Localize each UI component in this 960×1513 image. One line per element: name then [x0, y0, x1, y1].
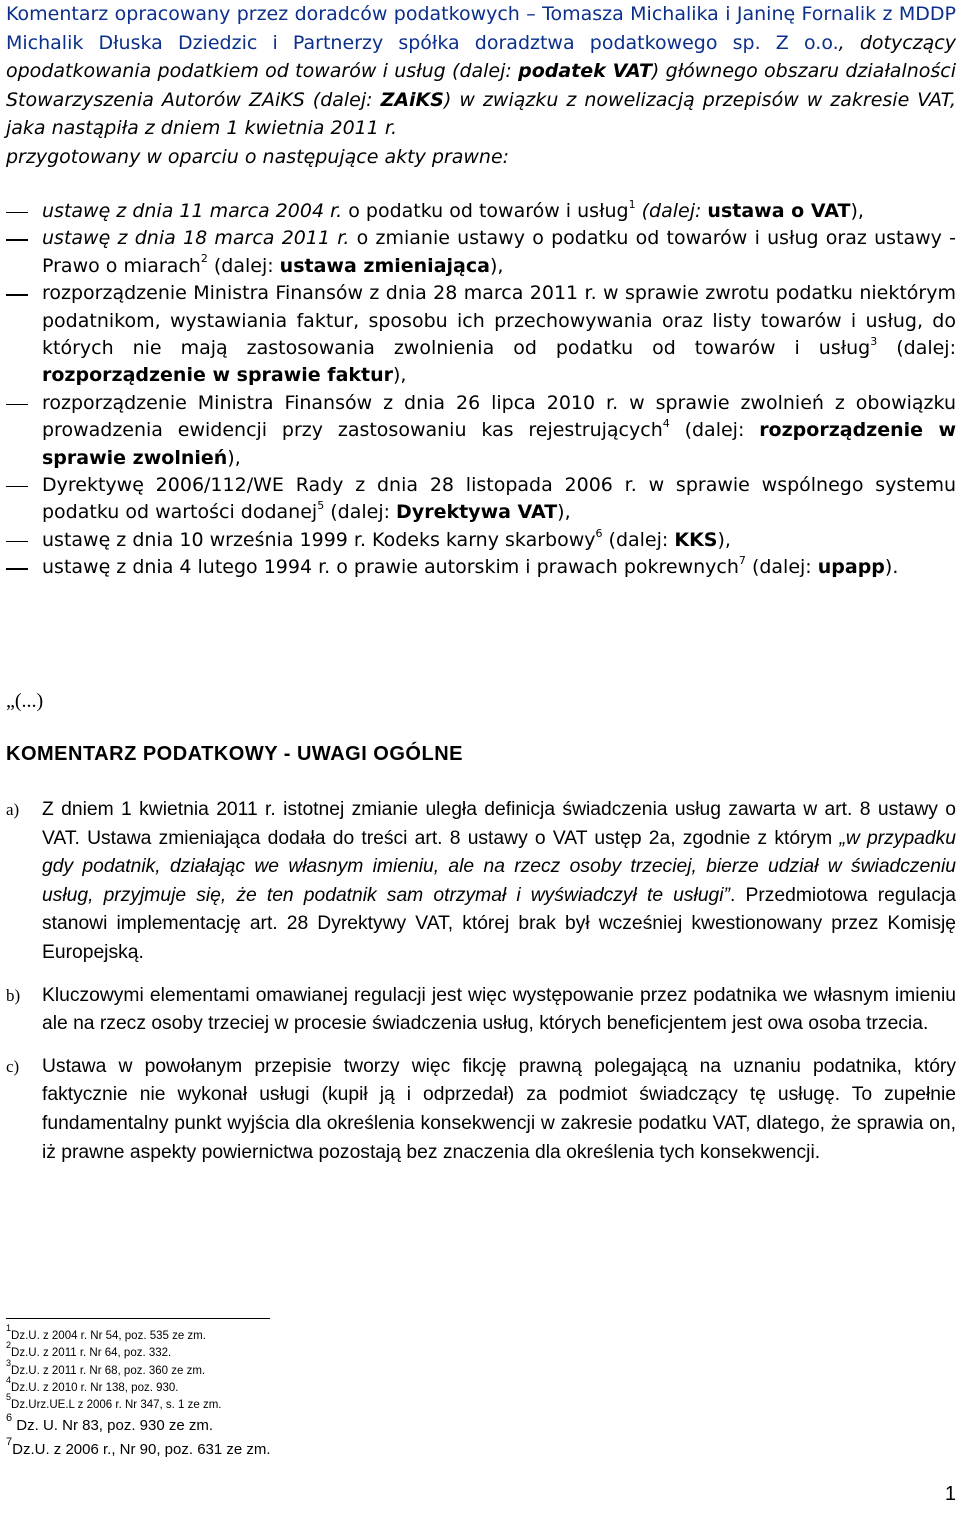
footnote-text: Dz.Urz.UE.L z 2006 r. Nr 347, s. 1 ze zm. [11, 1399, 222, 1412]
footnote-text: Dz. U. Nr 83, poz. 930 ze zm. [12, 1417, 214, 1435]
intro-text-2: ) głównego obszaru działalności Stowarzyszenia Autorów ZAiKS (dalej: [6, 60, 956, 111]
act-short-name: rozporządzenie w sprawie faktur [42, 364, 394, 387]
legal-act-item [6, 225, 956, 280]
footnote-ref: 5 [317, 499, 325, 513]
act-short-name: KKS [674, 528, 718, 551]
footnote-ref: 1 [628, 197, 636, 211]
intro-defined-term-zaiks: ZAiKS [380, 88, 444, 111]
point-text: Ustawa w powołanym przepisie tworzy więc fikcję prawną polegającą na uznaniu podatnika, który faktycznie nie wykonał usługi (kupił ją i odprzedał) za podmiot świadczący tę usługę. To zupełnie fundamentalny punkt wyjścia dla określenia konsekwencji w zakresie podatku VAT, dlatego, że sprawia on, iż prawne aspekty powiernictwa pozostają bez znaczenia dla określenia tych konsekwencji. [42, 1055, 956, 1163]
quote-ellipsis: „(...) [6, 690, 44, 712]
act-title: o podatku od towarów i usług [342, 200, 629, 222]
footnote-number: 4 [6, 1375, 12, 1386]
comment-point [6, 1053, 956, 1167]
act-dalej: (dalej: [877, 337, 956, 360]
legal-act-item [6, 198, 956, 225]
footnote-ref: 4 [662, 416, 670, 430]
intro-text-1: , dotyczący opodatkowania podatkiem od towarów i usług (dalej: [6, 31, 956, 83]
legal-act-item [6, 527, 956, 554]
footnote [6, 1392, 271, 1414]
comment-point [6, 796, 956, 968]
footnote-text: Dz.U. z 2011 r. Nr 68, poz. 360 ze zm. [11, 1364, 206, 1377]
footnote-number: 6 [6, 1412, 13, 1425]
act-date: ustawę z dnia 18 marca 2011 r. [42, 227, 350, 250]
footnote-number: 5 [6, 1392, 12, 1403]
act-title: o prawie autorskim i prawach pokrewnych [330, 556, 739, 579]
act-title: rozporządzenie Ministra Finansów z dnia 26 lipca 2010 r. w sprawie zwolnień z obowiązku prowadzenia ewidencji przy zastosowaniu kas rejestrujących [42, 391, 956, 442]
footnote [6, 1414, 271, 1438]
comment-points-list [6, 796, 956, 1181]
act-short-name: Dyrektywa VAT [396, 501, 558, 524]
point-quote: „w przypadku gdy podatnik, działając we własnym imieniu, ale na rzecz osoby trzeciej, bierze udział w świadczeniu usług, przyjmuje się, że ten podatnik sam otrzymał i wyświadczył te usługi” [42, 827, 956, 906]
act-dalej: (dalej: [324, 501, 397, 524]
act-date: ustawę z dnia 10 września 1999 r. [42, 528, 367, 551]
legal-acts-list [6, 198, 956, 582]
act-title: rozporządzenie Ministra Finansów z dnia 28 marca 2011 r. w sprawie zwrotu podatku niektórym podatnikom, wystawiania faktur, sposobu ich przechowywania oraz listy towarów i usług, do których nie mają zastosowania zwolnienia od podatku od towarów i usług [42, 282, 956, 360]
act-title: o zmianie ustawy o podatku od towarów i usług oraz ustawy - Prawo o miarach [42, 227, 956, 277]
act-short-name: ustawa o VAT [707, 200, 851, 222]
act-date: ustawę z dnia 4 lutego 1994 r. [42, 556, 331, 579]
footnote-number: 7 [6, 1436, 13, 1449]
act-date: ustawę z dnia 11 marca 2004 r. [42, 200, 343, 222]
act-title: Dyrektywę 2006/112/WE Rady z dnia 28 listopada 2006 r. w sprawie wspólnego systemu podatku od wartości dodanej [42, 474, 956, 524]
point-text-end: . Przedmiotowa regulacja stanowi implementację art. 28 Dyrektywy VAT, której brak był wcześniej kwestionowany przez Komisję Europejską. [42, 884, 956, 963]
intro-paragraph [6, 0, 956, 172]
point-marker: b) [6, 985, 21, 1005]
legal-act-item [6, 390, 956, 472]
footnote [6, 1375, 271, 1397]
legal-act-item [6, 280, 956, 390]
footnote-text: Dz.U. z 2011 r. Nr 64, poz. 332. [11, 1347, 172, 1360]
footnote [6, 1357, 271, 1380]
act-dalej: (dalej: [669, 419, 760, 442]
act-end: ), [393, 364, 407, 387]
footnote [6, 1323, 271, 1345]
footnote [6, 1340, 271, 1362]
page-number: 1 [944, 1483, 956, 1505]
comment-point [6, 982, 956, 1039]
act-short-name: ustawa zmieniająca [279, 254, 490, 277]
act-end: ). [884, 556, 899, 579]
footnote-ref: 2 [200, 252, 208, 266]
footnote-text: Dz.U. z 2004 r. Nr 54, poz. 535 ze zm. [11, 1330, 206, 1342]
intro-text-4: przygotowany w oparciu o następujące akty prawne: [6, 145, 510, 168]
act-dalej: (dalej: [602, 528, 675, 551]
act-dalej: (dalej: [745, 556, 818, 579]
act-title: Kodeks karny skarbowy [366, 528, 596, 551]
intro-author-line: Komentarz opracowany przez doradców podatkowych – Tomasza Michalika i Janinę Fornalik z MDDP Michalik Dłuska Dziedzic i Partnerzy spółka doradztwa podatkowego sp. Z o.o. [6, 3, 956, 54]
act-end: ), [489, 254, 504, 277]
point-marker: c) [6, 1056, 20, 1076]
legal-act-item [6, 472, 956, 527]
section-heading: KOMENTARZ PODATKOWY - UWAGI OGÓLNE [6, 743, 463, 765]
act-end: ), [717, 528, 731, 551]
act-dalej: (dalej: [635, 200, 708, 222]
point-text: Z dniem 1 kwietnia 2011 r. istotnej zmianie uległa definicja świadczenia usług zawarta w art. 8 ustawy o VAT. Ustawa zmieniająca dodała do treści art. 8 ustawy o VAT ustęp 2a, zgodnie z którym [42, 799, 956, 849]
footnote-number: 2 [6, 1340, 12, 1351]
footnote [6, 1438, 271, 1462]
footnote-ref: 6 [595, 526, 603, 540]
point-text: Kluczowymi elementami omawianej regulacji jest więc występowanie przez podatnika we własnym imieniu ale na rzecz osoby trzeciej w procesie świadczenia usług, których beneficjentem jest owa osoba trzecia. [42, 984, 956, 1035]
footnote-ref: 3 [870, 334, 878, 348]
legal-act-item [6, 554, 956, 581]
act-end: ), [850, 200, 864, 222]
intro-defined-term-vat: podatek VAT [518, 60, 652, 83]
intro-text-3: ) w związku z nowelizacją przepisów w zakresie VAT, jaka nastąpiła z dniem 1 kwietnia 2011 r. [6, 88, 956, 140]
footnote-number: 1 [6, 1323, 12, 1334]
point-marker: a) [6, 800, 20, 819]
footnote-number: 3 [6, 1357, 12, 1368]
act-short-name: rozporządzenie w sprawie zwolnień [42, 419, 957, 469]
act-end: ), [227, 446, 241, 469]
footnote-separator [6, 1318, 270, 1319]
footnotes-list [6, 1323, 271, 1462]
act-short-name: upapp [817, 556, 885, 579]
footnote-text: Dz.U. z 2010 r. Nr 138, poz. 930. [11, 1381, 179, 1394]
footnote-text: Dz.U. z 2006 r., Nr 90, poz. 631 ze zm. [12, 1441, 271, 1459]
act-end: ), [557, 501, 571, 524]
footnote-ref: 7 [738, 553, 746, 567]
act-dalej: (dalej: [207, 254, 280, 277]
